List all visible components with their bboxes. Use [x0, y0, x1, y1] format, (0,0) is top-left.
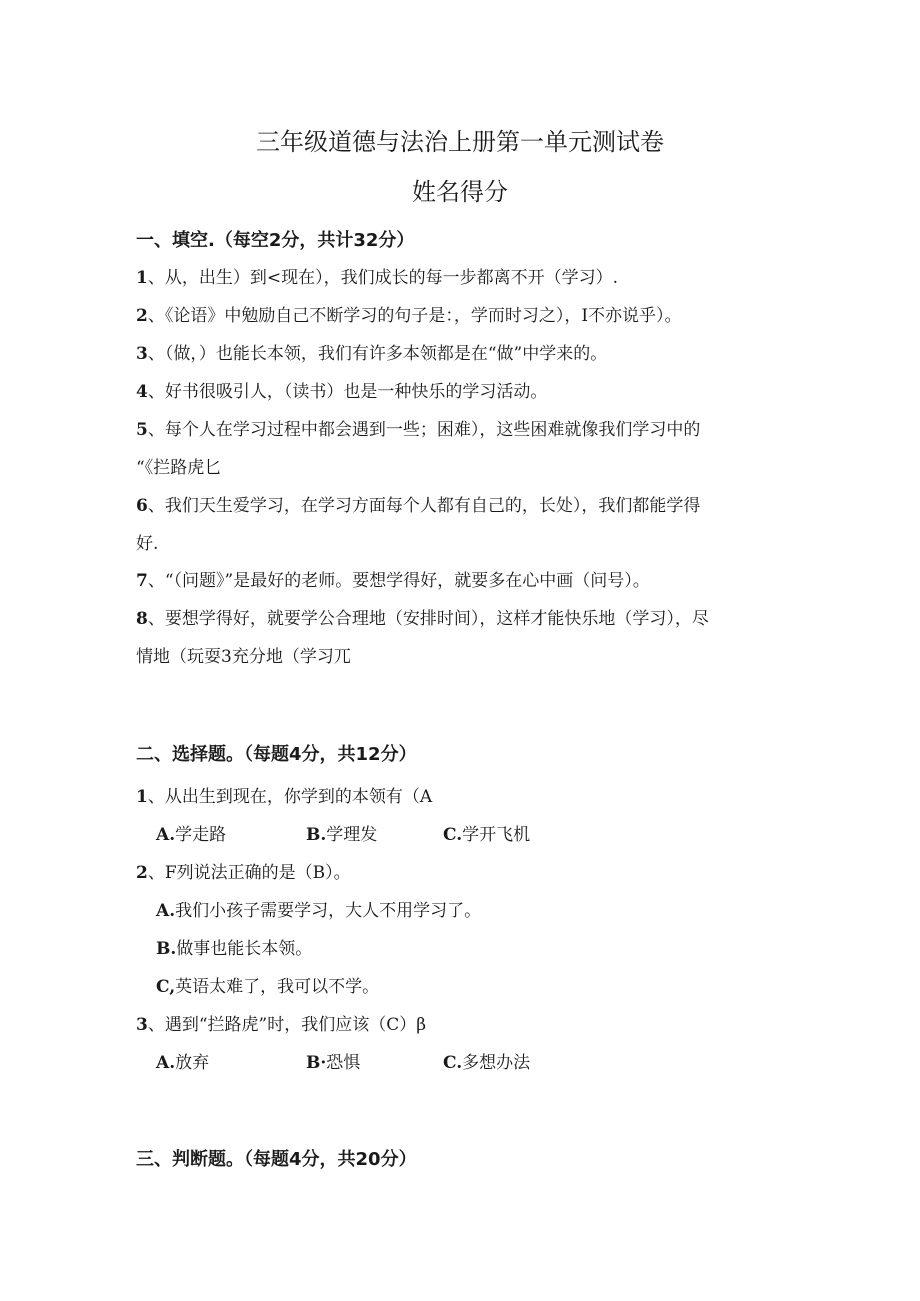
fill-item-7 [136, 566, 796, 591]
item-number: 3 [136, 1015, 148, 1035]
item-number: 5 [136, 420, 148, 440]
exam-title: 三年级道德与法治上册第一单元测试卷 [256, 128, 664, 156]
fill-item-1 [136, 263, 796, 288]
q3-option-b: B·恐惧 [306, 1053, 361, 1073]
item-text: 、从出生到现在，你学到的本领有（A [147, 787, 433, 807]
choice-question-2 [136, 858, 796, 883]
section3-heading: 三、判断题。（每题4分，共20分） [136, 1149, 417, 1170]
item-number: 2 [136, 863, 148, 883]
item-number: 1 [136, 268, 148, 288]
item-text: 、（做，）也能长本领，我们有许多本领都是在“做”中学来的。 [147, 344, 608, 364]
name-score-line: 姓名得分 [412, 178, 508, 206]
fill-item-2 [136, 301, 796, 326]
item-text: 、要想学得好，就要学公合理地（安排时间），这样才能快乐地（学习），尽 [147, 609, 709, 629]
q1-option-c: C.学开飞机 [443, 825, 531, 845]
fill-item-6-continuation: 好. [136, 534, 159, 554]
fill-item-5 [136, 415, 796, 440]
item-number: 1 [136, 787, 148, 807]
choice-question-1 [136, 782, 796, 807]
item-number: 8 [136, 609, 148, 629]
q3-option-c: C.多想办法 [443, 1053, 531, 1073]
item-text: 、《论语》中勉励自己不断学习的句子是：，学而时习之），I不亦说乎）。 [147, 306, 682, 326]
item-text: 、“（问题》”是最好的老师。要想学得好，就要多在心中画（问号）。 [147, 571, 650, 591]
item-number: 7 [136, 571, 148, 591]
section2-heading: 二、选择题。（每题4分，共12分） [136, 744, 417, 765]
item-text: 、每个人在学习过程中都会遇到一些；困难），这些困难就像我们学习中的 [147, 420, 701, 440]
q2-option-a: A.我们小孩子需要学习，大人不用学习了。 [156, 901, 482, 921]
section1-heading: 一、填空.（每空2分，共计32分） [136, 230, 415, 251]
item-number: 6 [136, 496, 148, 516]
item-text: 、遇到“拦路虎”时，我们应该（C）β [147, 1015, 427, 1035]
q1-option-a: A.学走路 [156, 825, 227, 845]
item-text: 、好书很吸引人，（读书）也是一种快乐的学习活动。 [147, 382, 548, 402]
item-number: 4 [136, 382, 148, 402]
item-text: 、我们天生爱学习，在学习方面每个人都有自己的，长处），我们都能学得 [147, 496, 701, 516]
q1-option-b: B.学理发 [306, 825, 378, 845]
q2-option-c: C,英语太难了，我可以不学。 [156, 977, 380, 997]
q3-option-a: A.放弃 [156, 1053, 210, 1073]
fill-item-3 [136, 339, 796, 364]
choice-question-3 [136, 1010, 796, 1035]
q2-option-b: B.做事也能长本领。 [156, 939, 313, 959]
item-text: 、F列说法正确的是（B）。 [147, 863, 351, 883]
fill-item-5-continuation: “《拦路虎匕 [136, 458, 222, 478]
fill-item-8 [136, 604, 796, 629]
item-number: 3 [136, 344, 148, 364]
item-text: 、从，出生）到<现在），我们成长的每一步都离不开（学习）. [147, 268, 618, 288]
fill-item-4 [136, 377, 796, 402]
fill-item-6 [136, 491, 796, 516]
item-number: 2 [136, 306, 148, 326]
fill-item-8-continuation: 情地（玩耍3充分地（学习兀 [136, 647, 351, 667]
